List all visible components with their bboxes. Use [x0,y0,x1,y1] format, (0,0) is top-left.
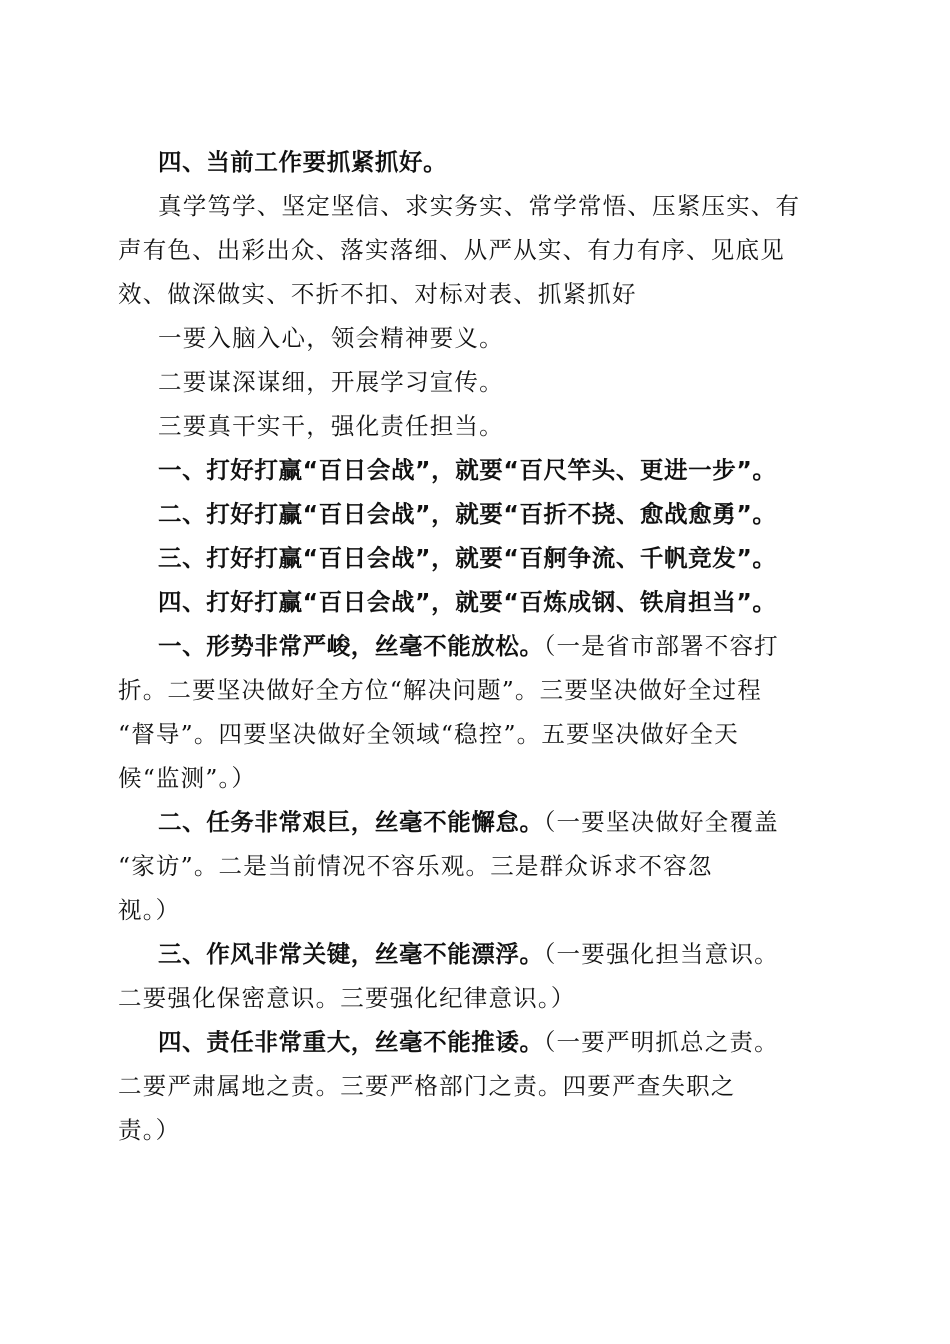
battle-point-1: 一、打好打赢“百日会战”，就要“百尺竿头、更进一步”。 [158,456,777,484]
battle-point-3: 三、打好打赢“百日会战”，就要“百舸争流、千帆竞发”。 [158,544,777,572]
section-3-title: 三、作风非常关键，丝毫不能漂浮。 [158,940,544,968]
section-2-text-1: （一要坚决做好全覆盖 [543,808,779,836]
section-3-first-line [118,932,832,976]
section-3-text-2: 二要强化保密意识。三要强化纪律意识。） [118,984,576,1012]
requirement-1: 一要入脑入心，领会精神要义。 [158,324,504,352]
section-4-text-3: 责。） [118,1116,181,1144]
phrases-line-2: 声有色、出彩出众、落实落细、从严从实、有力有序、见底见 [118,236,785,264]
section-1-first-line [118,624,832,668]
section-4-text-2: 二要严肃属地之责。三要严格部门之责。四要严查失职之 [118,1072,736,1100]
section-1-text-1: （一是省市部署不容打 [543,632,779,660]
section-2-first-line [118,800,832,844]
section-4-title: 四、责任非常重大，丝毫不能推诿。 [158,1028,544,1056]
battle-point-2: 二、打好打赢“百日会战”，就要“百折不挠、愈战愈勇”。 [158,500,777,528]
section-4-text-1: （一要严明抓总之责。 [543,1028,779,1056]
phrases-line-3: 效、做深做实、不折不扣、对标对表、抓紧抓好 [118,280,637,308]
document-page [118,140,832,1152]
battle-point-4: 四、打好打赢“百日会战”，就要“百炼成钢、铁肩担当”。 [158,588,777,616]
requirement-2: 二要谋深谋细，开展学习宣传。 [158,368,504,396]
section-1-title: 一、形势非常严峻，丝毫不能放松。 [158,632,544,660]
section-2-title: 二、任务非常艰巨，丝毫不能懈怠。 [158,808,544,836]
requirement-3: 三要真干实干，强化责任担当。 [158,412,504,440]
phrases-line-1: 真学笃学、坚定坚信、求实务实、常学常悟、压紧压实、有 [158,192,801,220]
section-4-first-line [118,1020,832,1064]
section-1-text-3: “督导”。四要坚决做好全领域“稳控”。五要坚决做好全天 [118,720,739,748]
section-2-text-3: 视。） [118,896,181,924]
section-heading: 四、当前工作要抓紧抓好。 [158,148,448,176]
section-3-text-1: （一要强化担当意识。 [543,940,779,968]
section-1-text-4: 候“监测”。） [118,764,257,792]
section-1-text-2: 折。二要坚决做好全方位“解决问题”。三要坚决做好全过程 [118,676,762,704]
section-2-text-2: “家访”。二是当前情况不容乐观。三是群众诉求不容忽 [118,852,713,880]
